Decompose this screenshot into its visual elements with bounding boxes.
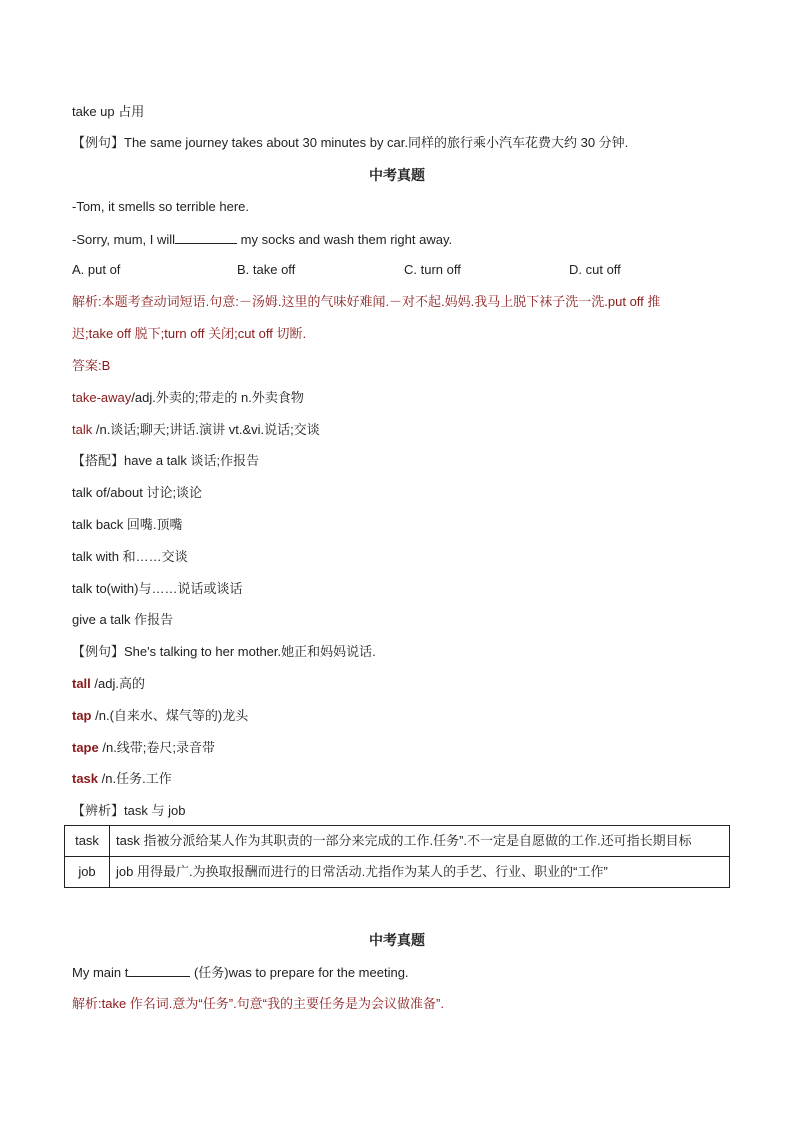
analysis-1-line-a: 解析:本题考查动词短语.句意:－汤姆.这里的气味好难闻.－对不起.妈妈.我马上脱下袜子洗一洗.put off 推	[72, 294, 661, 309]
entry-word: talk	[72, 422, 93, 437]
answer-1: 答案:B	[72, 358, 111, 373]
entry-word: take-away	[72, 390, 132, 405]
question-1-line-b: -Sorry, mum, I will my socks and wash them right away.	[72, 232, 453, 247]
analysis-1-line-b: 迟;take off 脱下;turn off 关闭;cut off 切断.	[72, 326, 307, 341]
answer-blank	[175, 230, 237, 244]
entry-def: /adj.外卖的;带走的 n.外卖食物	[131, 390, 304, 405]
option-d: D. cut off	[569, 262, 621, 277]
collocation-line-1: 【搭配】have a talk 谈话;作报告	[72, 453, 260, 468]
entry-word: tall	[72, 676, 91, 691]
example-sentence-1	[72, 134, 628, 152]
entry-def: /adj.高的	[90, 676, 145, 691]
entry-word: tap	[72, 708, 92, 723]
distinction-tag: 【辨析】	[72, 803, 125, 818]
entry-word: tape	[72, 740, 99, 755]
collocation-line-6: give a talk 作报告	[72, 612, 174, 627]
table-row	[65, 857, 730, 888]
phrase-take-up: take up 占用	[72, 104, 145, 119]
section-heading-exam-1: 中考真题	[369, 167, 425, 183]
collocation-line-5: talk to(with)与……说话或谈话	[72, 581, 243, 596]
entry-tall	[72, 675, 145, 693]
entry-tap	[72, 707, 248, 725]
question-1-line-a: -Tom, it smells so terrible here.	[72, 199, 249, 214]
table-row	[65, 826, 730, 857]
collocation-tag: 【搭配】	[72, 453, 125, 468]
entry-take-away	[72, 389, 304, 407]
option-b: B. take off	[237, 262, 296, 277]
entry-talk	[72, 421, 320, 439]
example-text: She's talking to her mother.她正和妈妈说话.	[124, 644, 376, 659]
entry-def: /n.谈话;聊天;讲话.演讲 vt.&vi.说话;交谈	[92, 422, 320, 437]
analysis-2: 解析:take 作名词.意为“任务”.句意“我的主要任务是为会议做准备”.	[72, 996, 444, 1011]
entry-def: /n.任务.工作	[98, 771, 172, 786]
example-sentence-2	[72, 643, 376, 661]
collocation-line-2: talk of/about 讨论;谈论	[72, 485, 203, 500]
example-text: The same journey takes about 30 minutes by car.同样的旅行乘小汽车花费大约 30 分钟.	[124, 135, 629, 150]
entry-def: /n.(自来水、煤气等的)龙头	[91, 708, 249, 723]
example-tag: 【例句】	[72, 135, 125, 150]
table-cell-key: job	[65, 857, 110, 888]
section-heading-exam-2: 中考真题	[369, 932, 425, 948]
entry-tape	[72, 739, 215, 757]
collocation-line-3: talk back 回嘴.顶嘴	[72, 517, 183, 532]
entry-def: /n.线带;卷尺;录音带	[98, 740, 216, 755]
question-2: My main t (任务)was to prepare for the meeting.	[72, 965, 409, 980]
entry-task	[72, 770, 172, 788]
option-c: C. turn off	[404, 262, 461, 277]
task-job-table	[64, 825, 730, 888]
distinction-line: 【辨析】task 与 job	[72, 803, 186, 818]
table-cell-key: task	[65, 826, 110, 857]
option-a: A. put of	[72, 262, 121, 277]
example-tag: 【例句】	[72, 644, 125, 659]
table-cell-desc: task 指被分派给某人作为其职责的一部分来完成的工作.任务”.不一定是自愿做的工作.还可指长期目标	[110, 826, 730, 857]
answer-blank	[128, 963, 190, 977]
entry-word: task	[72, 771, 99, 786]
table-cell-desc: job 用得最广.为换取报酬而进行的日常活动.尤指作为某人的手艺、行业、职业的“工作”	[110, 857, 730, 888]
collocation-line-4: talk with 和……交谈	[72, 549, 188, 564]
